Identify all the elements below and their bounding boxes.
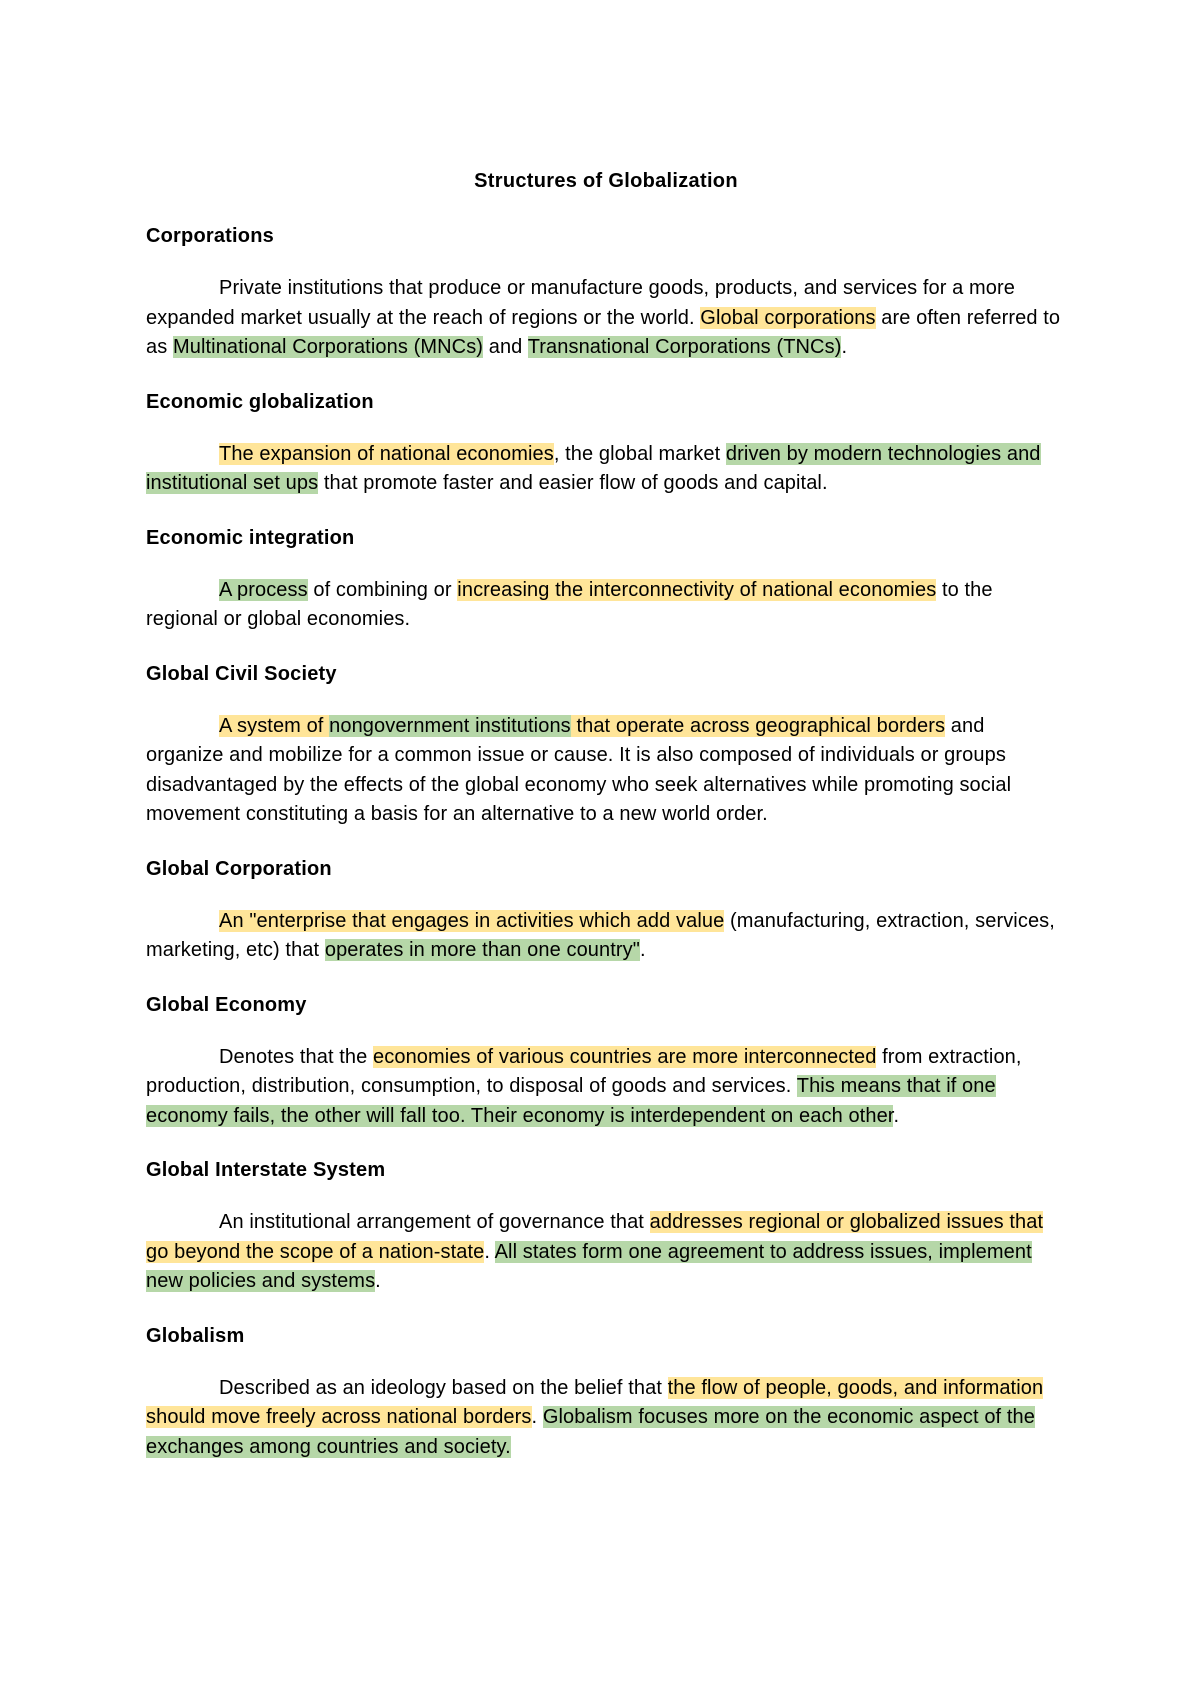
section-paragraph — [146, 1208, 1061, 1297]
text-run: . — [841, 336, 848, 358]
highlight-green: Globalism focuses more on the economic aspect of the exchanges among countries and society. — [146, 1406, 1035, 1458]
highlight-green: operates in more than one country" — [324, 939, 640, 961]
section-heading: Global Economy — [146, 993, 307, 1016]
text-run: Denotes that the — [219, 1045, 374, 1068]
section-paragraph — [146, 1043, 1061, 1132]
section-paragraph — [146, 440, 1061, 499]
highlight-yellow: An "enterprise that engages in activities which add value — [219, 909, 725, 932]
highlight-green: Multinational Corporations (MNCs) — [172, 336, 484, 358]
highlight-green: nongovernment institutions — [329, 714, 571, 737]
text-run: of combining or — [307, 578, 458, 601]
text-run: to the regional or global economies. — [146, 578, 993, 630]
text-run: , the global market — [553, 442, 726, 465]
highlight-green: driven by modern technologies and institutional set ups — [146, 442, 1041, 494]
highlight-yellow: that operate across geographical borders — [570, 714, 946, 737]
text-run: An institutional arrangement of governance that — [219, 1211, 650, 1233]
page-title: Structures of Globalization — [474, 170, 738, 192]
text-run: are often referred to as — [146, 306, 1061, 358]
section-paragraph — [146, 712, 1061, 830]
text-run: from extraction, production, distribution, consumption, to disposal of goods and services. — [146, 1045, 1022, 1097]
highlight-green: This means that if one economy fails, the other will fall too. Their economy is interdependent on each other — [146, 1075, 996, 1127]
highlight-yellow: The expansion of national economies — [219, 442, 554, 465]
section-paragraph — [146, 907, 1061, 966]
highlight-yellow: A system of — [219, 714, 330, 737]
text-run: and organize and mobilize for a common issue or cause. It is also composed of individuals or groups disadvantaged by the effects of the global economy who seek alternatives while promoting social movement constituting a basis for an alternative to a new world order. — [146, 714, 1012, 825]
highlight-green: All states form one agreement to address issues, implement new policies and systems — [146, 1240, 1032, 1292]
highlight-green: A process — [219, 578, 308, 601]
text-run: . — [375, 1270, 381, 1292]
text-run: Described as an ideology based on the belief that — [219, 1376, 668, 1399]
highlight-yellow: addresses regional or globalized issues that go beyond the scope of a nation-state — [146, 1211, 1044, 1263]
section-heading: Global Civil Society — [146, 662, 337, 685]
highlight-yellow: the flow of people, goods, and information should move freely across national borders — [146, 1376, 1044, 1428]
section-heading: Economic integration — [146, 526, 355, 549]
text-run: . — [639, 939, 646, 961]
text-run: . — [531, 1406, 543, 1428]
section-heading: Globalism — [146, 1324, 245, 1347]
text-run: Private institutions that produce or manufacture goods, products, and services for a more expanded market usually at the reach of regions or the world. — [146, 277, 1015, 329]
highlight-yellow: increasing the interconnectivity of national economies — [457, 578, 937, 601]
section-paragraph — [146, 1374, 1061, 1463]
text-run: and — [483, 336, 528, 358]
text-run: that promote faster and easier flow of goods and capital. — [318, 472, 828, 494]
text-run: (manufacturing, extraction, services, marketing, etc) that — [146, 909, 1055, 961]
section-heading: Corporations — [146, 225, 274, 247]
document-body — [146, 222, 1061, 1487]
section-heading: Global Interstate System — [146, 1159, 386, 1181]
section-heading: Global Corporation — [146, 857, 332, 880]
highlight-yellow: economies of various countries are more interconnected — [373, 1045, 877, 1068]
section-paragraph — [146, 576, 1061, 635]
section-heading: Economic globalization — [146, 390, 374, 413]
highlight-green: Transnational Corporations (TNCs) — [527, 336, 842, 358]
text-run: . — [484, 1240, 495, 1263]
highlight-yellow: Global corporations — [700, 306, 876, 329]
section-paragraph — [146, 274, 1061, 363]
text-run: . — [893, 1104, 900, 1127]
